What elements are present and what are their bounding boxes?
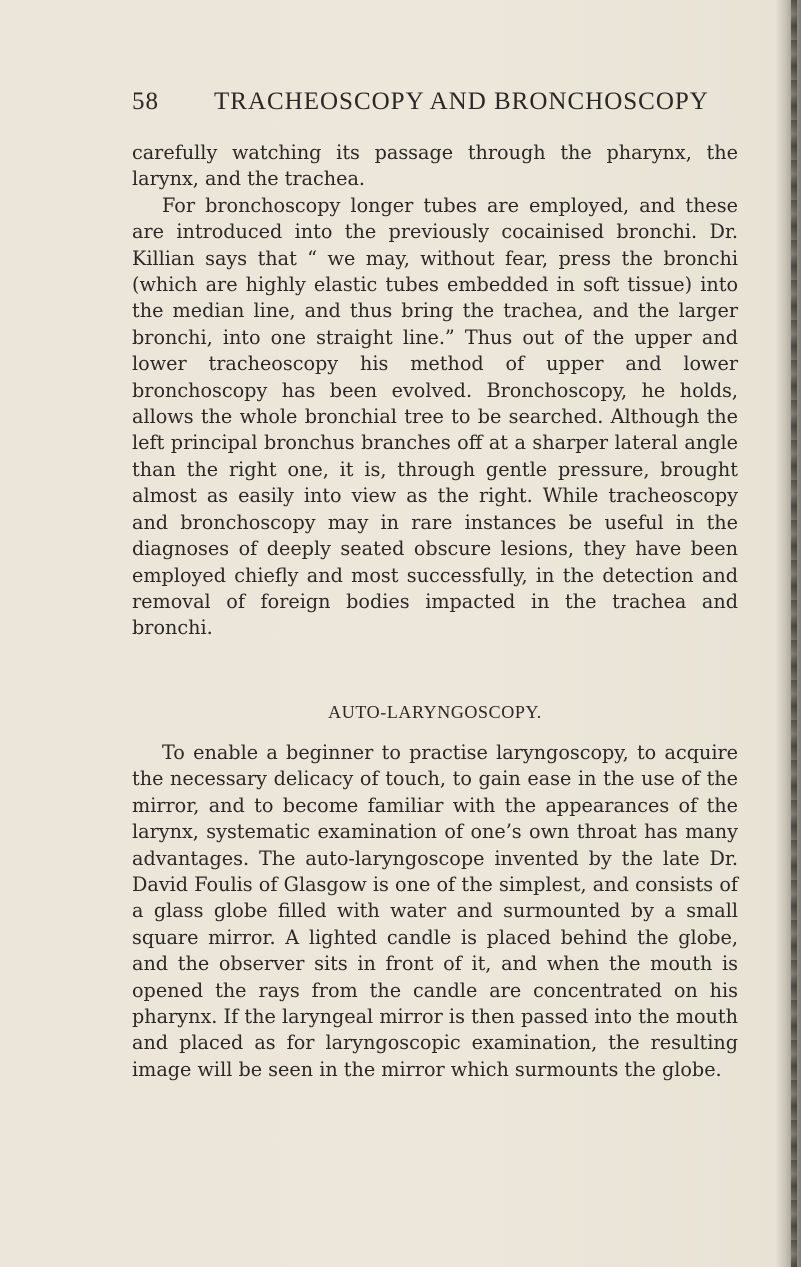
running-title: TRACHEOSCOPY AND BRONCHOSCOPY: [214, 88, 709, 115]
paragraph-bronchoscopy: For bronchoscopy longer tubes are employed, and these are introduced into the previously cocainised bronchi. Dr. Killian says that “ we may, without fear, press the bronchi (which are highly elastic tubes embedded in soft tissue) into the median line, and thus bring the trachea, and the larger bronchi, into one straight line.” Thus out of the upper and lower tracheoscopy his method of upper and lower bronchoscopy has been evolved. Bronchoscopy, he holds, allows the whole bronchial tree to be searched. Although the left principal bronchus branches off at a sharper lateral angle than the right one, it is, through gentle pressure, brought almost as easily into view as the right. While tracheoscopy and bronchoscopy may in rare instances be useful in the diagnoses of deeply seated obscure lesions, they have been employed chiefly and most successfully, in the detection and removal of foreign bodies impacted in the trachea and bronchi.: [132, 193, 738, 640]
running-head: [132, 88, 752, 118]
page-number: 58: [132, 88, 159, 115]
paragraph-auto-laryngoscopy: To enable a beginner to practise laryngoscopy, to acquire the necessary delicacy of touch, to gain ease in the use of the mirror, and to become familiar with the appearances of the larynx, systematic examination of one’s own throat has many advantages. The auto-laryngoscope invented by the late Dr. David Foulis of Glasgow is one of the simplest, and consists of a glass globe filled with water and surmounted by a small square mirror. A lighted candle is placed behind the globe, and the observer sits in front of it, and when the mouth is opened the rays from the candle are concentrated on his pharynx. If the laryngeal mirror is then passed into the mouth and placed as for laryngoscopic examination, the resulting image will be seen in the mirror which surmounts the globe.: [132, 741, 738, 1081]
paragraph-continued: carefully watching its passage through the pharynx, the larynx, and the trachea.: [132, 141, 738, 191]
page-edge-shadow: [775, 0, 801, 1267]
body-text-part-1: [132, 140, 738, 642]
body-text-part-2: [132, 740, 738, 1083]
section-heading: AUTO-LARYNGOSCOPY.: [328, 702, 542, 722]
